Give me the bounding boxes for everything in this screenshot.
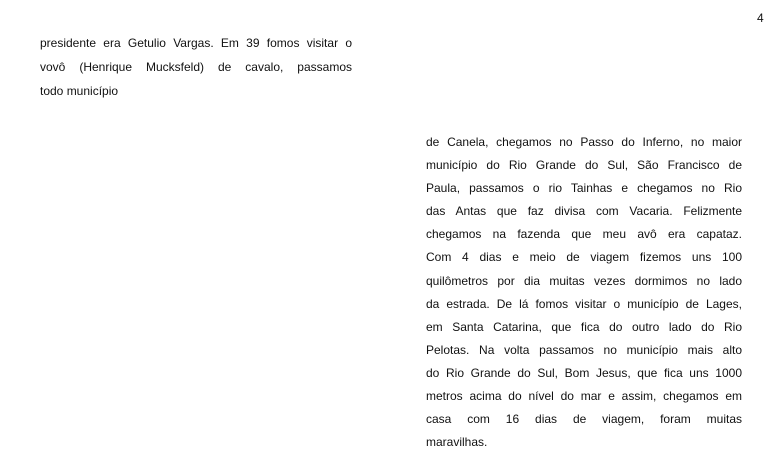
text-line: casa com 16 dias de viagem, foram muitas <box>426 412 742 427</box>
page-number: 4 <box>757 11 764 25</box>
text-line: do Rio Grande do Sul, Bom Jesus, que fica uns 1000 <box>426 365 742 380</box>
text-line: Com 4 dias e meio de viagem fizemos uns 100 <box>426 250 742 265</box>
text-line: de Canela, chegamos no Passo do Inferno, no maior <box>426 135 742 149</box>
text-line: da estrada. De lá fomos visitar o município de Lages, <box>426 296 742 311</box>
text-line: metros acima do nível do mar e assim, chegamos em <box>426 389 742 404</box>
text-line: Paula, passamos o rio Tainhas e chegamos no Rio <box>426 181 742 196</box>
text-line: Pelotas. Na volta passamos no município mais alto <box>426 342 742 357</box>
text-line: das Antas que faz divisa com Vacaria. Felizmente <box>426 204 742 219</box>
text-line: presidente era Getulio Vargas. Em 39 fomos visitar o <box>40 36 352 50</box>
text-line: maravilhas. <box>426 435 488 450</box>
right-text-column <box>426 131 742 454</box>
text-line: vovô (Henrique Mucksfeld) de cavalo, passamos <box>40 60 352 74</box>
text-line: todo município <box>40 84 119 98</box>
text-line: chegamos na fazenda que meu avô era capataz. <box>426 227 742 242</box>
text-line: quilômetros por dia muitas vezes dormimos no lado <box>426 273 742 288</box>
text-line: em Santa Catarina, que fica do outro lado do Rio <box>426 319 742 334</box>
left-text-column <box>40 31 352 103</box>
text-line: município do Rio Grande do Sul, São Francisco de <box>426 158 742 173</box>
